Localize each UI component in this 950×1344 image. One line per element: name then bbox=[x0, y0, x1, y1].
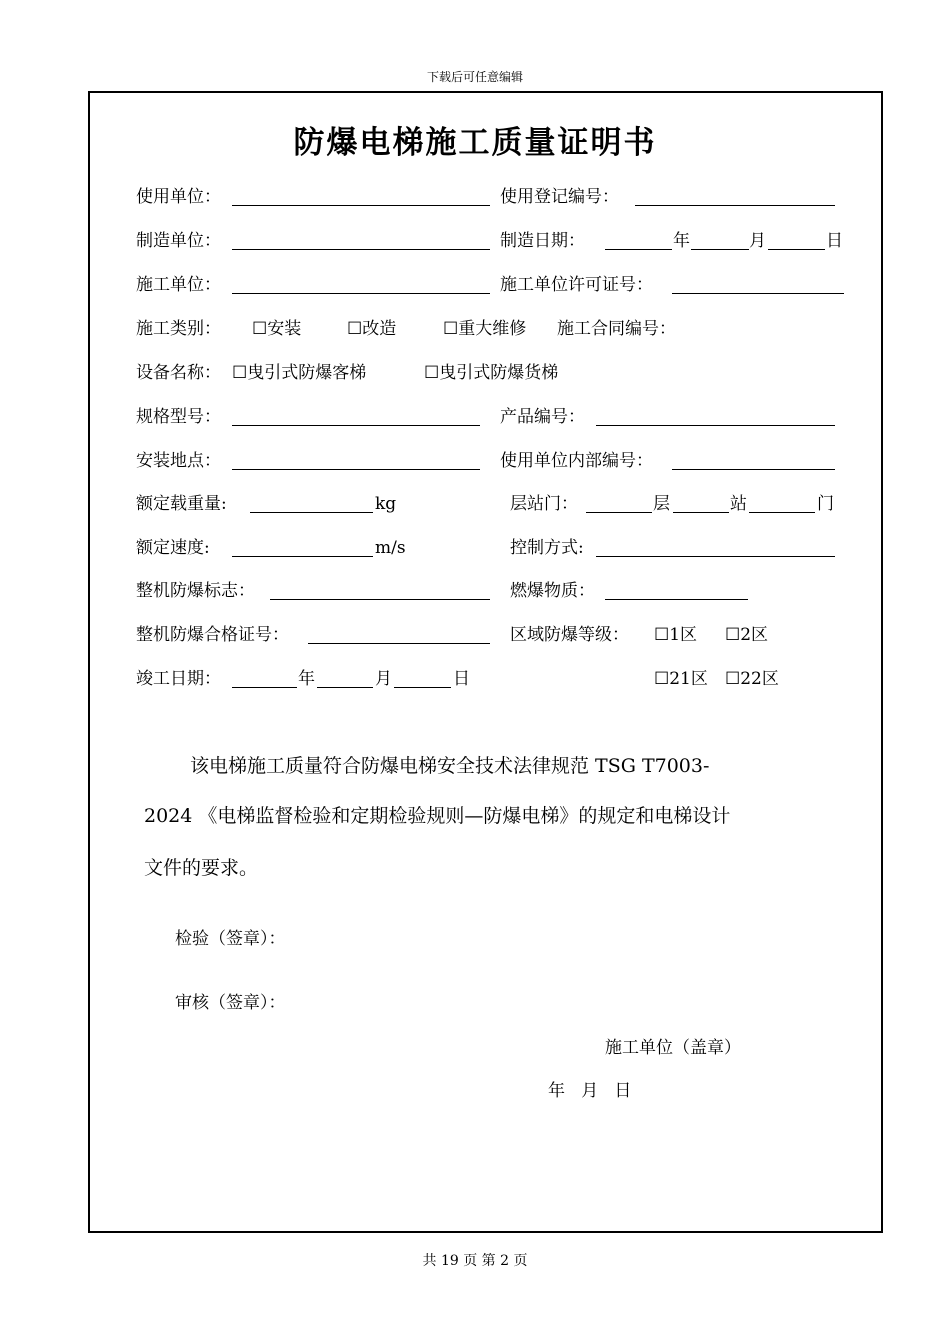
control-label: 控制方式: bbox=[510, 538, 584, 558]
product-no-label: 产品编号： bbox=[500, 407, 585, 427]
floor-unit: 层 bbox=[653, 494, 670, 514]
model-label: 规格型号： bbox=[136, 407, 221, 427]
ex-mark-field[interactable] bbox=[270, 599, 490, 600]
passenger-elevator-checkbox[interactable]: ☐曳引式防爆客梯 bbox=[232, 363, 367, 383]
substance-field[interactable] bbox=[605, 599, 748, 600]
done-year-field[interactable] bbox=[232, 687, 297, 688]
floor-count-field[interactable] bbox=[586, 512, 652, 513]
zone2-checkbox[interactable]: ☐2区 bbox=[725, 625, 769, 645]
reg-no-field[interactable] bbox=[635, 205, 835, 206]
product-no-field[interactable] bbox=[596, 425, 835, 426]
done-day-unit: 日 bbox=[453, 669, 470, 689]
speed-unit: m/s bbox=[375, 538, 406, 558]
maker-field[interactable] bbox=[232, 249, 490, 250]
station-count-field[interactable] bbox=[673, 512, 729, 513]
done-day-field[interactable] bbox=[394, 687, 451, 688]
statement-line-2: 2024 《电梯监督检验和定期检验规则—防爆电梯》的规定和电梯设计 bbox=[144, 805, 731, 827]
contract-no-label: 施工合同编号： bbox=[557, 319, 676, 339]
make-year-field[interactable] bbox=[605, 249, 672, 250]
make-day-unit: 日 bbox=[826, 231, 843, 251]
ex-cert-label: 整机防爆合格证号： bbox=[136, 625, 289, 645]
internal-no-label: 使用单位内部编号： bbox=[500, 451, 653, 471]
page-footer: 共 19 页 第 2 页 bbox=[422, 1253, 528, 1269]
station-unit: 站 bbox=[730, 494, 747, 514]
location-label: 安装地点： bbox=[136, 451, 221, 471]
builder-field[interactable] bbox=[232, 293, 490, 294]
header-note: 下载后可任意编辑 bbox=[426, 70, 523, 84]
done-month-unit: 月 bbox=[375, 669, 392, 689]
location-field[interactable] bbox=[232, 469, 480, 470]
license-no-field[interactable] bbox=[672, 293, 844, 294]
review-signature-label: 审核（签章）： bbox=[175, 993, 286, 1013]
make-day-field[interactable] bbox=[768, 249, 825, 250]
license-no-label: 施工单位许可证号： bbox=[500, 275, 653, 295]
freight-elevator-checkbox[interactable]: ☐曳引式防爆货梯 bbox=[424, 363, 559, 383]
builder-label: 施工单位： bbox=[136, 275, 221, 295]
done-month-field[interactable] bbox=[317, 687, 373, 688]
make-month-field[interactable] bbox=[691, 249, 749, 250]
builder-seal-label: 施工单位（盖章） bbox=[605, 1038, 741, 1058]
done-year-unit: 年 bbox=[298, 669, 315, 689]
load-unit: kg bbox=[375, 494, 397, 514]
zone22-checkbox[interactable]: ☐22区 bbox=[725, 669, 779, 689]
statement-line-3: 文件的要求。 bbox=[144, 857, 259, 879]
user-unit-field[interactable] bbox=[232, 205, 490, 206]
seal-date-line: 年 月 日 bbox=[548, 1081, 632, 1101]
major-repair-checkbox[interactable]: ☐重大维修 bbox=[443, 319, 527, 339]
zone21-checkbox[interactable]: ☐21区 bbox=[654, 669, 708, 689]
make-year-unit: 年 bbox=[673, 231, 690, 251]
page-title: 防爆电梯施工质量证明书 bbox=[293, 125, 657, 161]
door-unit: 门 bbox=[817, 494, 834, 514]
inspect-signature-label: 检验（签章）： bbox=[175, 929, 286, 949]
load-label: 额定载重量: bbox=[136, 494, 227, 514]
make-month-unit: 月 bbox=[749, 231, 766, 251]
speed-field[interactable] bbox=[232, 556, 373, 557]
zone-grade-label: 区域防爆等级： bbox=[510, 625, 629, 645]
zone1-checkbox[interactable]: ☐1区 bbox=[654, 625, 698, 645]
make-date-label: 制造日期： bbox=[500, 231, 585, 251]
install-checkbox[interactable]: ☐安装 bbox=[252, 319, 302, 339]
work-type-label: 施工类别： bbox=[136, 319, 221, 339]
control-field[interactable] bbox=[596, 556, 835, 557]
statement-line-1: 该电梯施工质量符合防爆电梯安全技术法律规范 TSG T7003- bbox=[190, 755, 710, 777]
model-field[interactable] bbox=[232, 425, 480, 426]
load-field[interactable] bbox=[250, 512, 373, 513]
reg-no-label: 使用登记编号： bbox=[500, 187, 619, 207]
device-name-label: 设备名称： bbox=[136, 363, 221, 383]
substance-label: 燃爆物质： bbox=[510, 581, 595, 601]
ex-mark-label: 整机防爆标志： bbox=[136, 581, 255, 601]
maker-label: 制造单位： bbox=[136, 231, 221, 251]
door-count-field[interactable] bbox=[749, 512, 815, 513]
speed-label: 额定速度: bbox=[136, 538, 210, 558]
user-unit-label: 使用单位： bbox=[136, 187, 221, 207]
modify-checkbox[interactable]: ☐改造 bbox=[347, 319, 397, 339]
floors-label: 层站门： bbox=[510, 494, 578, 514]
ex-cert-field[interactable] bbox=[308, 643, 490, 644]
done-date-label: 竣工日期： bbox=[136, 669, 221, 689]
internal-no-field[interactable] bbox=[672, 469, 835, 470]
form-border bbox=[88, 91, 883, 1233]
